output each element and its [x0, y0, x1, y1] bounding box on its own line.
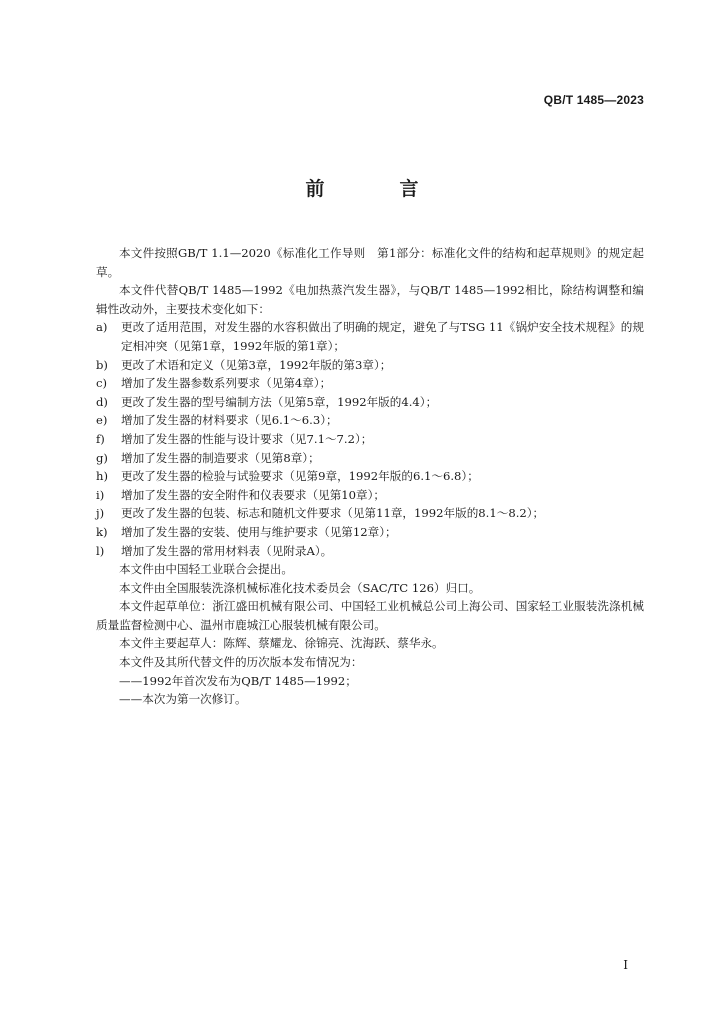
- paragraph-drafting-basis: 本文件按照GB/T 1.1—2020《标准化工作导则 第1部分：标准化文件的结构和起草规则》的规定起草。: [96, 246, 644, 279]
- list-item: [96, 467, 644, 486]
- paragraph-replacement: 本文件代替QB/T 1485—1992《电加热蒸汽发生器》，与QB/T 1485—1992相比，除结构调整和编辑性改动外，主要技术变化如下：: [96, 283, 644, 316]
- changes-list: [96, 318, 644, 560]
- list-item-marker: d): [96, 394, 108, 409]
- list-item-text: 增加了发生器的安全附件和仪表要求（见第10章）；: [121, 487, 386, 502]
- list-item: [96, 318, 644, 355]
- list-item-marker: b): [96, 357, 108, 372]
- list-item: [96, 356, 644, 375]
- list-item-marker: g): [96, 450, 108, 465]
- list-item: [96, 430, 644, 449]
- paragraph-proposed-by: 本文件由中国轻工业联合会提出。: [119, 562, 293, 577]
- standard-code: QB/T 1485—2023: [543, 93, 644, 107]
- list-item-text: 更改了发生器的包装、标志和随机文件要求（见第11章，1992年版的8.1～8.2）；: [121, 506, 545, 521]
- list-item: [96, 393, 644, 412]
- list-item-text: 更改了发生器的型号编制方法（见第5章，1992年版的4.4）；: [121, 394, 438, 409]
- page-number: I: [623, 958, 628, 972]
- list-item-text: 增加了发生器的材料要求（见6.1～6.3）；: [121, 413, 338, 428]
- list-item-text: 更改了发生器的检验与试验要求（见第9章，1992年版的6.1～6.8）；: [121, 469, 479, 484]
- history-item: ——本次为第一次修订。: [119, 692, 247, 707]
- list-item: [96, 542, 644, 561]
- history-item: ——1992年首次发布为QB/T 1485—1992；: [119, 673, 357, 688]
- list-item: [96, 449, 644, 468]
- list-item: [96, 486, 644, 505]
- paragraph-history-intro: 本文件及其所代替文件的历次版本发布情况为：: [119, 655, 363, 670]
- page-title: 前 言: [305, 178, 447, 200]
- list-item: [96, 504, 644, 523]
- list-item-marker: j): [96, 506, 105, 521]
- list-item-marker: c): [96, 376, 108, 391]
- list-item-marker: k): [96, 524, 108, 539]
- list-item-marker: h): [96, 469, 108, 484]
- list-item-text: 增加了发生器参数系列要求（见第4章）；: [121, 376, 332, 391]
- paragraph-drafters: 本文件主要起草人：陈辉、蔡耀龙、徐锦亮、沈海跃、蔡华永。: [119, 636, 444, 651]
- list-item: [96, 374, 644, 393]
- paragraph-managed-by: 本文件由全国服装洗涤机械标准化技术委员会（SAC/TC 126）归口。: [119, 580, 481, 595]
- list-item-marker: a): [96, 320, 108, 335]
- list-item-text: 增加了发生器的性能与设计要求（见7.1～7.2）；: [121, 431, 373, 446]
- list-item-text: 增加了发生器的安装、使用与维护要求（见第12章）；: [121, 524, 397, 539]
- list-item: [96, 523, 644, 542]
- list-item-text: 更改了适用范围，对发生器的水容积做出了明确的规定，避免了与TSG 11《锅炉安全技术规程》的规定相冲突（见第1章，1992年版的第1章）；: [121, 320, 644, 353]
- list-item-marker: l): [96, 543, 105, 558]
- list-item-text: 增加了发生器的常用材料表（见附录A）。: [121, 543, 333, 558]
- list-item-text: 增加了发生器的制造要求（见第8章）；: [121, 450, 320, 465]
- list-item-text: 更改了术语和定义（见第3章，1992年版的第3章）；: [121, 357, 392, 372]
- list-item-marker: i): [96, 487, 105, 502]
- document-body: [96, 244, 644, 709]
- list-item: [96, 411, 644, 430]
- list-item-marker: e): [96, 413, 108, 428]
- paragraph-drafting-units: 本文件起草单位：浙江盛田机械有限公司、中国轻工业机械总公司上海公司、国家轻工业服装洗涤机械质量监督检测中心、温州市鹿城江心服装机械有限公司。: [96, 599, 644, 632]
- list-item-marker: f): [96, 431, 105, 446]
